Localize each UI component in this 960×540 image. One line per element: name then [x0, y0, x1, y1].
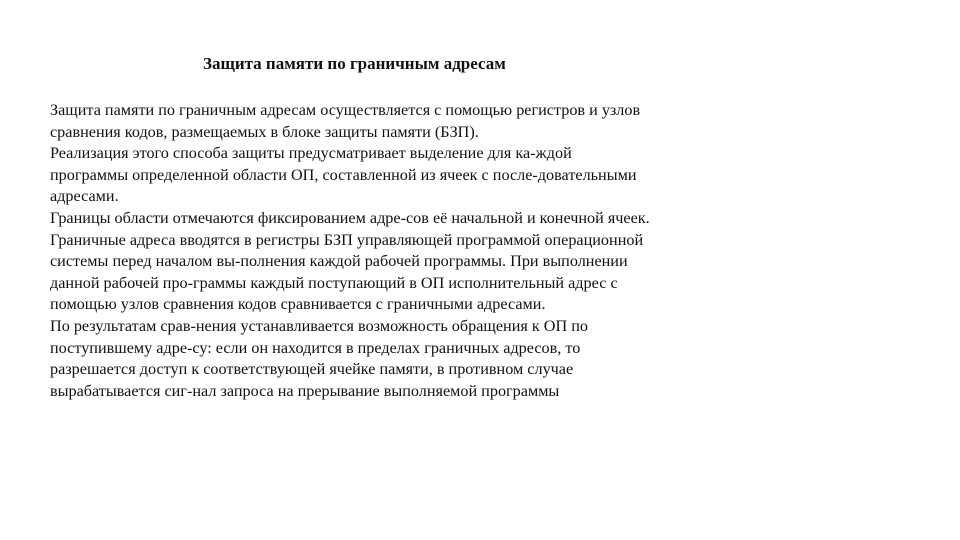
text-line: сравнения кодов, размещаемых в блоке защиты памяти (БЗП). [50, 122, 479, 141]
text-line: данной рабочей про-граммы каждый поступающий в ОП исполнительный адрес с [50, 273, 618, 292]
text-line: программы определенной области ОП, составленной из ячеек с после-довательными [50, 165, 637, 184]
text-line: адресами. [50, 187, 119, 206]
text-line: помощью узлов сравнения кодов сравнивается с граничными адресами. [50, 295, 546, 314]
text-line: Защита памяти по граничным адресам осуществляется с помощью регистров и узлов [50, 101, 641, 119]
text-line: вырабатывается сиг-нал запроса на прерывание выполняемой программы [50, 381, 560, 400]
text-line: Границы области отмечаются фиксированием адре-сов её начальной и конечной ячеек. [50, 208, 650, 227]
text-line: Реализация этого способа защиты предусматривает выделение для ка-ждой [50, 144, 572, 163]
text-line: разрешается доступ к соответствующей ячейке памяти, в противном случае [50, 360, 574, 379]
text-line: Граничные адреса вводятся в регистры БЗП управляющей программой операционной [50, 230, 644, 249]
text-line: По результатам срав-нения устанавливается возможность обращения к ОП по [50, 316, 588, 335]
text-line: поступившему адре-су: если он находится в пределах граничных адресов, то [50, 338, 581, 357]
slide-title: Защита памяти по граничным адресам [203, 54, 506, 73]
text-line: системы перед началом вы-полнения каждой рабочей программы. При выполнении [50, 252, 628, 271]
body-text [50, 100, 750, 402]
